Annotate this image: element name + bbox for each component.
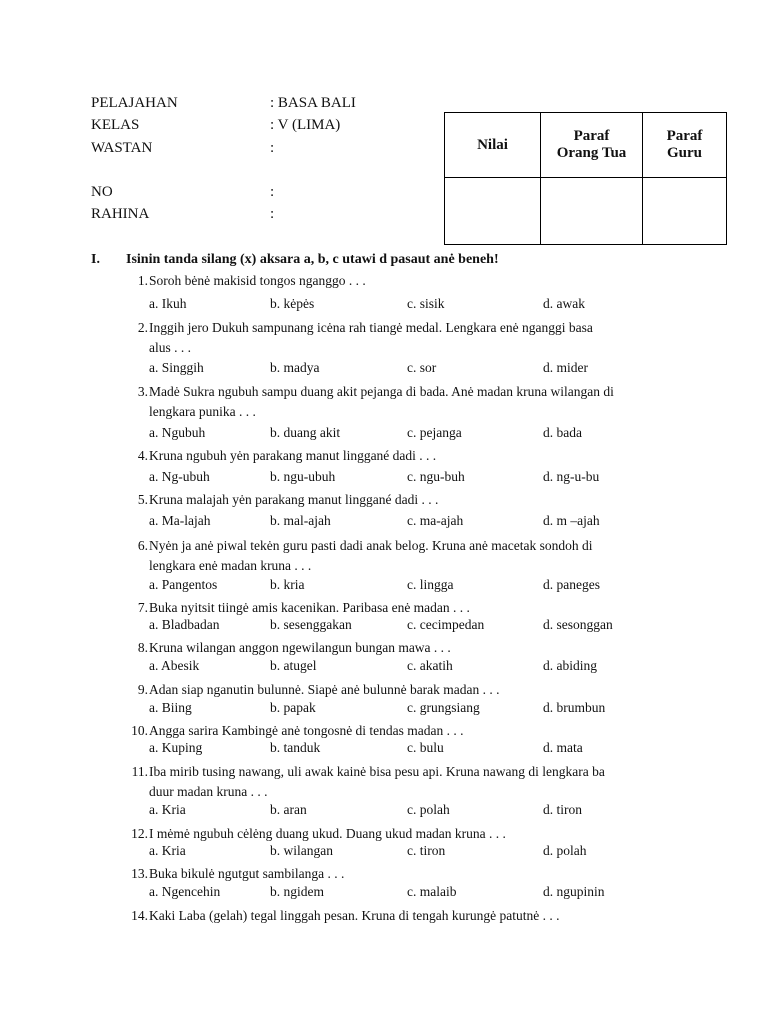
question-8 [126, 638, 686, 658]
question-11-option-c[interactable]: c. polah [407, 802, 450, 817]
number-label: NO [91, 184, 113, 200]
question-11 [126, 762, 686, 799]
question-9-option-b[interactable]: b. papak [270, 700, 316, 715]
question-3-option-b[interactable]: b. duang akit [270, 425, 341, 440]
question-12 [126, 824, 686, 844]
question-number: 8. [137, 640, 148, 655]
question-text: Kaki Laba (gelah) tegal linggah pesan. Kruna di tengah kurungė patutnė . . . [149, 908, 560, 923]
question-6 [126, 536, 686, 573]
question-number: 1. [137, 273, 148, 288]
question-5-option-b[interactable]: b. mal-ajah [270, 513, 331, 528]
question-1-option-a[interactable]: a. Ikuh [149, 296, 187, 311]
question-8-option-c[interactable]: c. akatih [407, 658, 453, 673]
question-6-option-d[interactable]: d. paneges [543, 577, 600, 592]
question-7-option-d[interactable]: d. sesonggan [543, 617, 613, 632]
parent-signature-header: Paraf Orang Tua [541, 113, 643, 178]
question-1-option-c[interactable]: c. sisik [407, 296, 445, 311]
question-text: Madė Sukra ngubuh sampu duang akit pejanga di bada. Anė madan kruna wilangan di lengkara punika . . . [149, 384, 614, 419]
question-text: Angga sarira Kambingė anė tongosnė di tendas madan . . . [149, 723, 464, 738]
question-number: 5. [137, 492, 148, 507]
question-2-option-b[interactable]: b. madya [270, 360, 320, 375]
teacher-signature-header: Paraf Guru [643, 113, 727, 178]
question-4-option-c[interactable]: c. ngu-buh [407, 469, 465, 484]
question-number: 10. [131, 723, 148, 738]
name-value: : [270, 140, 275, 156]
question-8-option-b[interactable]: b. atugel [270, 658, 317, 673]
question-2-option-c[interactable]: c. sor [407, 360, 437, 375]
question-text: Kruna wilangan anggon ngewilangun bungan mawa . . . [149, 640, 451, 655]
question-4-option-d[interactable]: d. ng-u-bu [543, 469, 600, 484]
question-8-option-d[interactable]: d. abiding [543, 658, 597, 673]
class-label: KELAS [91, 117, 140, 133]
question-2-option-d[interactable]: d. mider [543, 360, 588, 375]
question-1-option-d[interactable]: d. awak [543, 296, 585, 311]
question-number: 6. [137, 538, 148, 553]
question-3-option-c[interactable]: c. pejanga [407, 425, 462, 440]
question-text: Kruna malajah yėn parakang manut linggané dadi . . . [149, 492, 439, 507]
question-4 [126, 446, 686, 466]
question-10 [126, 721, 686, 741]
question-12-option-d[interactable]: d. polah [543, 843, 587, 858]
score-table [444, 112, 727, 245]
question-text: I mėmė ngubuh cėlėng duang ukud. Duang ukud madan kruna . . . [149, 826, 506, 841]
question-text: Adan siap nganutin bulunnė. Siapė anė bulunnė barak madan . . . [149, 682, 500, 697]
question-13-option-c[interactable]: c. malaib [407, 884, 457, 899]
subject-value: : BASA BALI [270, 95, 356, 111]
question-number: 13. [131, 866, 148, 881]
name-label: WASTAN [91, 140, 153, 156]
question-6-option-a[interactable]: a. Pangentos [149, 577, 218, 592]
question-8-option-a[interactable]: a. Abesik [149, 658, 200, 673]
question-number: 11. [131, 764, 148, 779]
question-number: 4. [137, 448, 148, 463]
number-value: : [270, 184, 275, 200]
question-3-option-d[interactable]: d. bada [543, 425, 582, 440]
question-2 [126, 318, 686, 355]
class-value: : V (LIMA) [270, 117, 341, 133]
question-12-option-c[interactable]: c. tiron [407, 843, 446, 858]
question-number: 9. [137, 682, 148, 697]
question-7-option-c[interactable]: c. cecimpedan [407, 617, 485, 632]
question-5-option-d[interactable]: d. m –ajah [543, 513, 600, 528]
question-5-option-a[interactable]: a. Ma-lajah [149, 513, 211, 528]
parent-signature-cell[interactable] [541, 178, 643, 245]
question-1 [126, 271, 686, 291]
question-4-option-a[interactable]: a. Ng-ubuh [149, 469, 210, 484]
question-text: Nyėn ja anė piwal tekėn guru pasti dadi anak belog. Kruna anė macetak sondoh di lengkara enė madan kruna . . . [149, 538, 593, 573]
question-12-option-b[interactable]: b. wilangan [270, 843, 333, 858]
subject-label: PELAJAHAN [91, 95, 178, 111]
day-value: : [270, 206, 275, 222]
question-7-option-a[interactable]: a. Bladbadan [149, 617, 220, 632]
question-11-option-d[interactable]: d. tiron [543, 802, 582, 817]
question-3-option-a[interactable]: a. Ngubuh [149, 425, 206, 440]
question-1-option-b[interactable]: b. kėpės [270, 296, 315, 311]
question-6-option-c[interactable]: c. lingga [407, 577, 454, 592]
question-6-option-b[interactable]: b. kria [270, 577, 305, 592]
question-12-option-a[interactable]: a. Kria [149, 843, 186, 858]
question-13-option-a[interactable]: a. Ngencehin [149, 884, 221, 899]
question-9-option-c[interactable]: c. grungsiang [407, 700, 480, 715]
question-number: 14. [131, 908, 148, 923]
question-5-option-c[interactable]: c. ma-ajah [407, 513, 464, 528]
question-7-option-b[interactable]: b. sesenggakan [270, 617, 352, 632]
question-9-option-d[interactable]: d. brumbun [543, 700, 606, 715]
question-number: 7. [137, 600, 148, 615]
question-9 [126, 680, 686, 700]
nilai-header: Nilai [445, 113, 541, 178]
section-instruction: Isinin tanda silang (x) aksara a, b, c utawi d pasaut anė beneh! [126, 252, 499, 267]
question-10-option-d[interactable]: d. mata [543, 740, 583, 755]
section-number: I. [91, 252, 100, 267]
question-3 [126, 382, 686, 419]
question-11-option-a[interactable]: a. Kria [149, 802, 186, 817]
teacher-signature-cell[interactable] [643, 178, 727, 245]
nilai-cell[interactable] [445, 178, 541, 245]
question-14 [126, 906, 686, 926]
question-13 [126, 864, 686, 884]
question-13-option-d[interactable]: d. ngupinin [543, 884, 605, 899]
question-text: Buka nyitsit tiingė amis kacenikan. Paribasa enė madan . . . [149, 600, 470, 615]
question-10-option-a[interactable]: a. Kuping [149, 740, 203, 755]
question-text: Inggih jero Dukuh sampunang icėna rah tiangė medal. Lengkara enė nganggi basa alus . . . [149, 320, 593, 355]
question-2-option-a[interactable]: a. Singgih [149, 360, 204, 375]
question-11-option-b[interactable]: b. aran [270, 802, 307, 817]
question-text: Kruna ngubuh yėn parakang manut linggané dadi . . . [149, 448, 437, 463]
question-7 [126, 598, 686, 618]
day-label: RAHINA [91, 206, 150, 222]
question-text: Soroh bėnė makisid tongos nganggo . . . [149, 273, 366, 288]
question-13-option-b[interactable]: b. ngidem [270, 884, 324, 899]
question-text: Iba mirib tusing nawang, uli awak kainė bisa pesu api. Kruna nawang di lengkara ba duur madan kruna . . . [149, 764, 605, 799]
question-5 [126, 490, 686, 510]
question-number: 2. [137, 320, 148, 335]
question-text: Buka bikulė ngutgut sambilanga . . . [149, 866, 345, 881]
question-4-option-b[interactable]: b. ngu-ubuh [270, 469, 336, 484]
question-number: 3. [137, 384, 148, 399]
question-10-option-b[interactable]: b. tanduk [270, 740, 321, 755]
question-9-option-a[interactable]: a. Biing [149, 700, 192, 715]
question-10-option-c[interactable]: c. bulu [407, 740, 444, 755]
question-number: 12. [131, 826, 148, 841]
